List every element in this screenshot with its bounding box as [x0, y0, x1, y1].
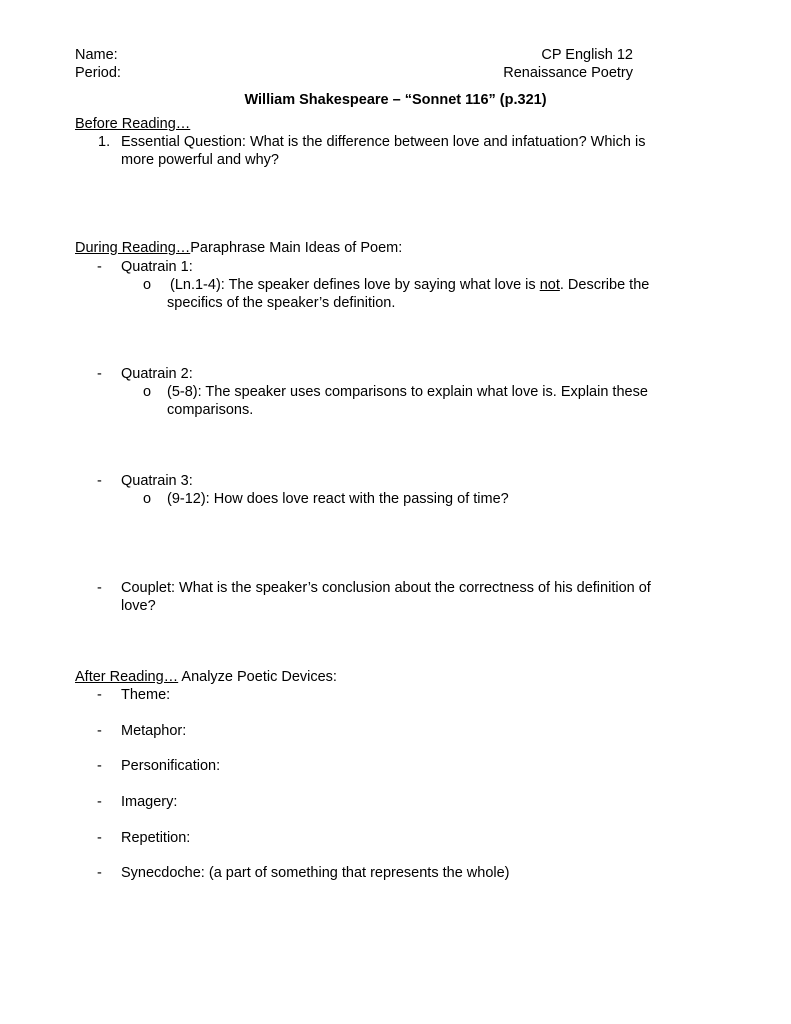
after-reading-label: After Reading… [75, 669, 179, 685]
bullet-dash: - [97, 580, 102, 596]
course-label: CP English 12 [541, 47, 633, 63]
device-theme: Theme: [121, 687, 171, 703]
device-metaphor: Metaphor: [121, 723, 187, 739]
bullet-dash: - [97, 723, 102, 739]
bullet-circle: o [143, 384, 152, 400]
during-reading-instruction: Paraphrase Main Ideas of Poem: [190, 240, 403, 256]
bullet-dash: - [97, 366, 102, 382]
quatrain-2-prompt-line1: (5-8): The speaker uses comparisons to explain what love is. Explain these [167, 384, 648, 400]
essential-question-line1: Essential Question: What is the difference between love and infatuation? Which is [121, 134, 646, 150]
during-reading-heading [75, 239, 402, 257]
bullet-dash: - [97, 865, 102, 881]
quatrain-1-text-not: not [539, 277, 560, 293]
device-repetition: Repetition: [121, 830, 191, 846]
bullet-dash: - [97, 794, 102, 810]
after-reading-instruction: Analyze Poetic Devices: [178, 669, 337, 685]
quatrain-1-text-b: . Describe the [559, 277, 650, 293]
name-label: Name: [75, 47, 118, 63]
quatrain-1-text-a: (Ln.1-4): The speaker defines love by saying what love is [170, 277, 540, 293]
essential-question-line2: more powerful and why? [121, 152, 279, 168]
couplet-prompt-line1: Couplet: What is the speaker’s conclusion about the correctness of his definition of [121, 580, 651, 596]
quatrain-2-label: Quatrain 2: [121, 366, 193, 382]
unit-label: Renaissance Poetry [503, 65, 633, 81]
before-reading-heading: Before Reading… [75, 116, 191, 132]
quatrain-3-prompt: (9-12): How does love react with the passing of time? [167, 491, 509, 507]
quatrain-2-prompt-line2: comparisons. [167, 402, 254, 418]
device-personification: Personification: [121, 758, 221, 774]
during-reading-label: During Reading… [75, 240, 191, 256]
couplet-prompt-line2: love? [121, 598, 156, 614]
bullet-dash: - [97, 259, 102, 275]
bullet-dash: - [97, 758, 102, 774]
device-synecdoche: Synecdoche: (a part of something that represents the whole) [121, 865, 510, 881]
question-number: 1. [98, 134, 111, 150]
quatrain-3-label: Quatrain 3: [121, 473, 193, 489]
bullet-dash: - [97, 687, 102, 703]
page-title: William Shakespeare – “Sonnet 116” (p.321) [244, 92, 547, 108]
period-label: Period: [75, 65, 121, 81]
quatrain-1-prompt-line2: specifics of the speaker’s definition. [167, 295, 396, 311]
bullet-dash: - [97, 473, 102, 489]
bullet-circle: o [143, 277, 152, 293]
quatrain-1-prompt-line1 [170, 276, 649, 294]
device-imagery: Imagery: [121, 794, 178, 810]
bullet-dash: - [97, 830, 102, 846]
quatrain-1-label: Quatrain 1: [121, 259, 193, 275]
bullet-circle: o [143, 491, 152, 507]
after-reading-heading [75, 668, 337, 686]
